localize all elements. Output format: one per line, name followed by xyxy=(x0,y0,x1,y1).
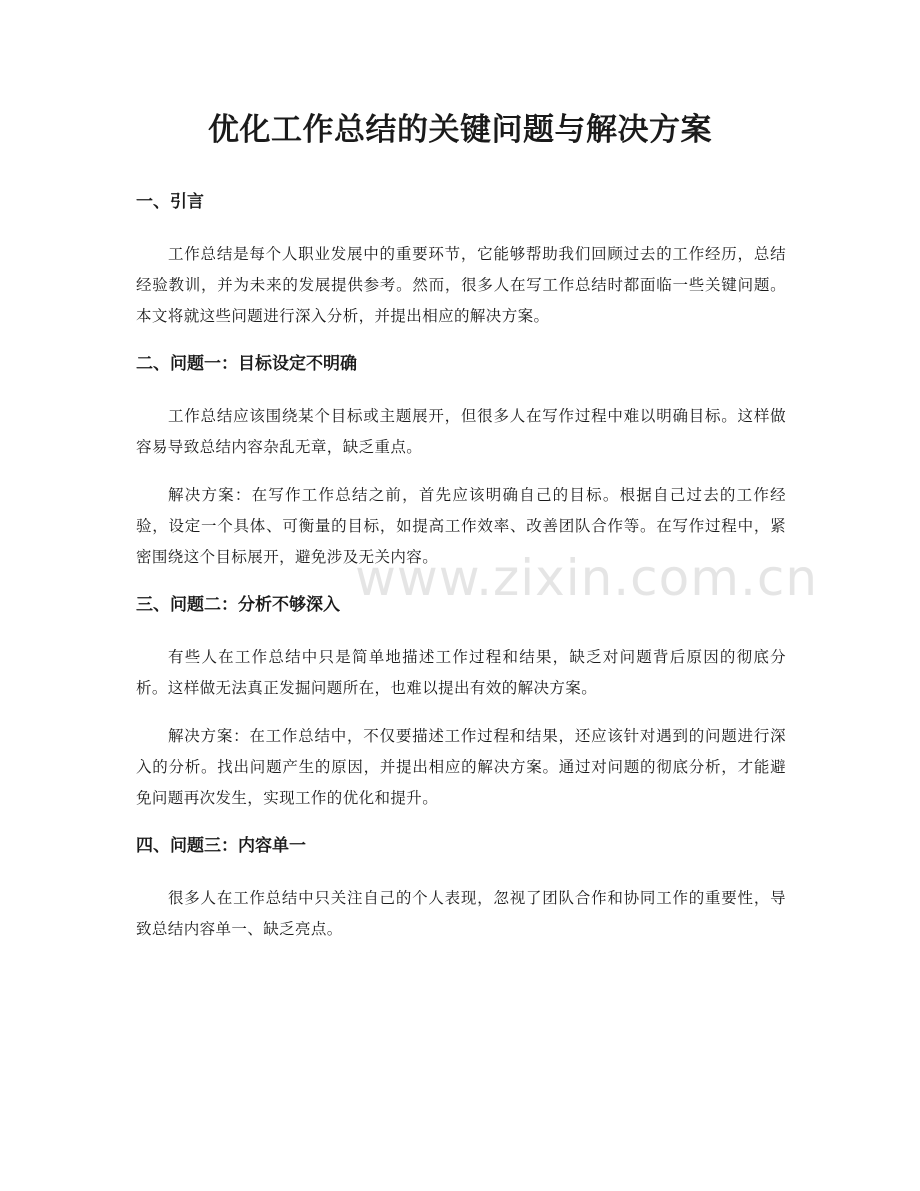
section-heading-problem-2: 三、问题二：分析不够深入 xyxy=(136,595,340,615)
section-heading-problem-3: 四、问题三：内容单一 xyxy=(136,836,306,856)
paragraph: 很多人在工作总结中只关注自己的个人表现，忽视了团队合作和协同工作的重要性，导致总结内容单一、缺乏亮点。 xyxy=(136,889,786,938)
watermark: www.zixin.com.cn xyxy=(355,549,819,607)
section-heading-intro: 一、引言 xyxy=(136,192,204,212)
paragraph: 解决方案：在工作总结中，不仅要描述工作过程和结果，还应该针对遇到的问题进行深入的分析。找出问题产生的原因，并提出相应的解决方案。通过对问题的彻底分析，才能避免问题再次发生，实现工作的优化和提升。 xyxy=(136,727,786,807)
document-body xyxy=(136,187,786,962)
page-title: 优化工作总结的关键问题与解决方案 xyxy=(208,112,712,148)
paragraph: 工作总结是每个人职业发展中的重要环节，它能够帮助我们回顾过去的工作经历，总结经验教训，并为未来的发展提供参考。然而，很多人在写工作总结时都面临一些关键问题。本文将就这些问题进行深入分析，并提出相应的解决方案。 xyxy=(136,245,786,325)
paragraph: 有些人在工作总结中只是简单地描述工作过程和结果，缺乏对问题背后原因的彻底分析。这样做无法真正发掘问题所在，也难以提出有效的解决方案。 xyxy=(136,648,786,697)
paragraph: 工作总结应该围绕某个目标或主题展开，但很多人在写作过程中难以明确目标。这样做容易导致总结内容杂乱无章，缺乏重点。 xyxy=(136,407,786,456)
section-heading-problem-1: 二、问题一：目标设定不明确 xyxy=(136,354,357,374)
paragraph: 解决方案：在写作工作总结之前，首先应该明确自己的目标。根据自己过去的工作经验，设定一个具体、可衡量的目标，如提高工作效率、改善团队合作等。在写作过程中，紧密围绕这个目标展开，避免涉及无关内容。 xyxy=(136,486,786,566)
